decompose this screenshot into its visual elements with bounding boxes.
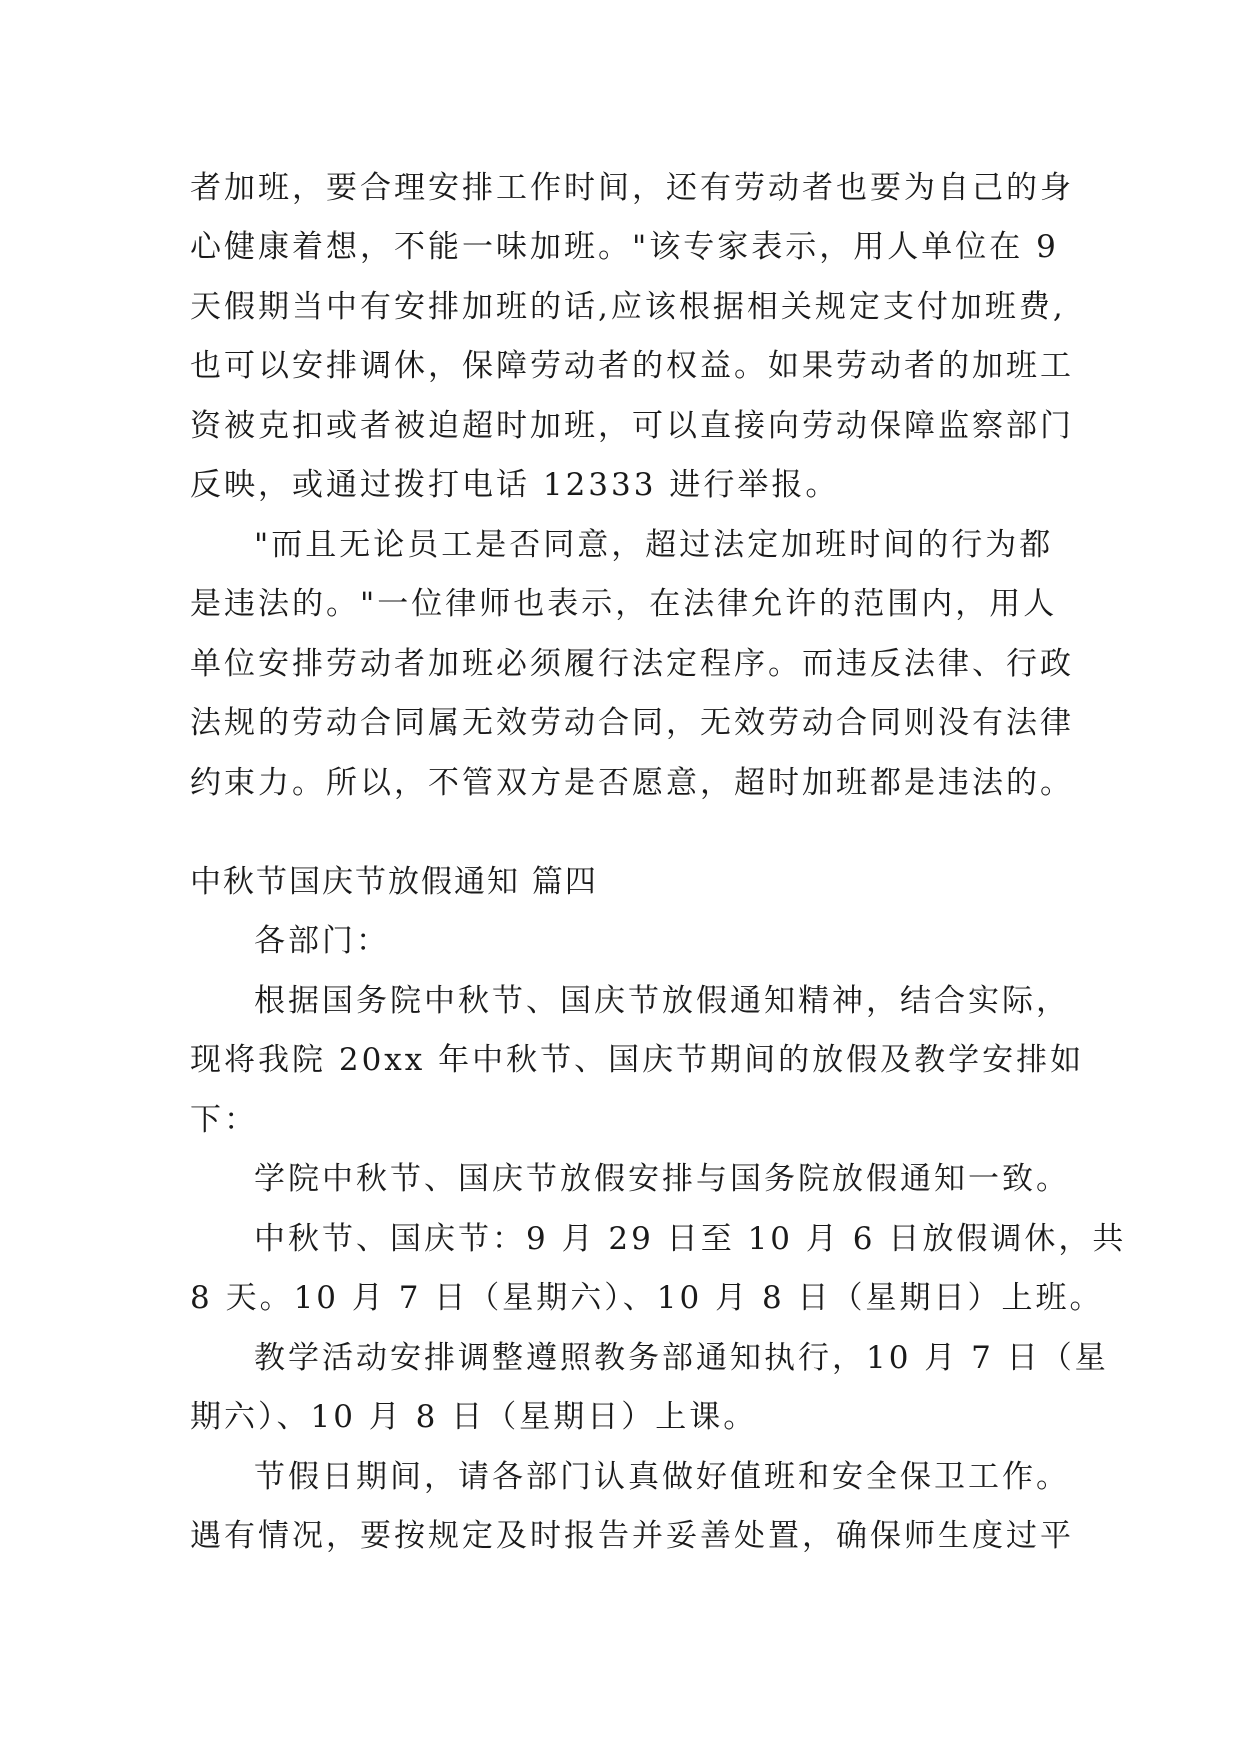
paragraph-line: 节假日期间，请各部门认真做好值班和安全保卫工作。 bbox=[254, 1459, 1070, 1495]
section-heading: 中秋节国庆节放假通知 篇四 bbox=[190, 864, 598, 900]
paragraph-line: 8 天。10 月 7 日（星期六）、10 月 8 日（星期日）上班。 bbox=[190, 1280, 1104, 1316]
paragraph-line: 资被克扣或者被迫超时加班，可以直接向劳动保障监察部门 bbox=[190, 408, 1074, 444]
paragraph-line: "而且无论员工是否同意，超过法定加班时间的行为都 bbox=[254, 527, 1054, 563]
paragraph-line: 反映，或通过拨打电话 12333 进行举报。 bbox=[190, 467, 840, 503]
paragraph-line: 教学活动安排调整遵照教务部通知执行，10 月 7 日（星 bbox=[254, 1340, 1109, 1376]
paragraph-line: 下： bbox=[190, 1102, 258, 1138]
paragraph-line: 遇有情况，要按规定及时报告并妥善处置，确保师生度过平 bbox=[190, 1518, 1074, 1554]
paragraph-line: 学院中秋节、国庆节放假安排与国务院放假通知一致。 bbox=[254, 1161, 1070, 1197]
paragraph-line: 者加班，要合理安排工作时间，还有劳动者也要为自己的身 bbox=[190, 170, 1074, 206]
paragraph-line: 单位安排劳动者加班必须履行法定程序。而违反法律、行政 bbox=[190, 646, 1074, 682]
paragraph-line: 现将我院 20xx 年中秋节、国庆节期间的放假及教学安排如 bbox=[190, 1042, 1085, 1078]
salutation: 各部门： bbox=[254, 923, 390, 959]
paragraph-line: 根据国务院中秋节、国庆节放假通知精神，结合实际， bbox=[254, 983, 1070, 1019]
paragraph-line: 天假期当中有安排加班的话,应该根据相关规定支付加班费, bbox=[190, 289, 1066, 325]
paragraph-line: 心健康着想，不能一味加班。"该专家表示，用人单位在 9 bbox=[190, 229, 1059, 265]
paragraph-line: 中秋节、国庆节：9 月 29 日至 10 月 6 日放假调休，共 bbox=[254, 1221, 1127, 1257]
paragraph-line: 期六）、10 月 8 日（星期日）上课。 bbox=[190, 1399, 758, 1435]
paragraph-line: 也可以安排调休，保障劳动者的权益。如果劳动者的加班工 bbox=[190, 348, 1074, 384]
paragraph-line: 约束力。所以，不管双方是否愿意，超时加班都是违法的。 bbox=[190, 765, 1074, 801]
paragraph-line: 是违法的。"一位律师也表示，在法律允许的范围内，用人 bbox=[190, 586, 1058, 622]
paragraph-line: 法规的劳动合同属无效劳动合同，无效劳动合同则没有法律 bbox=[190, 705, 1074, 741]
